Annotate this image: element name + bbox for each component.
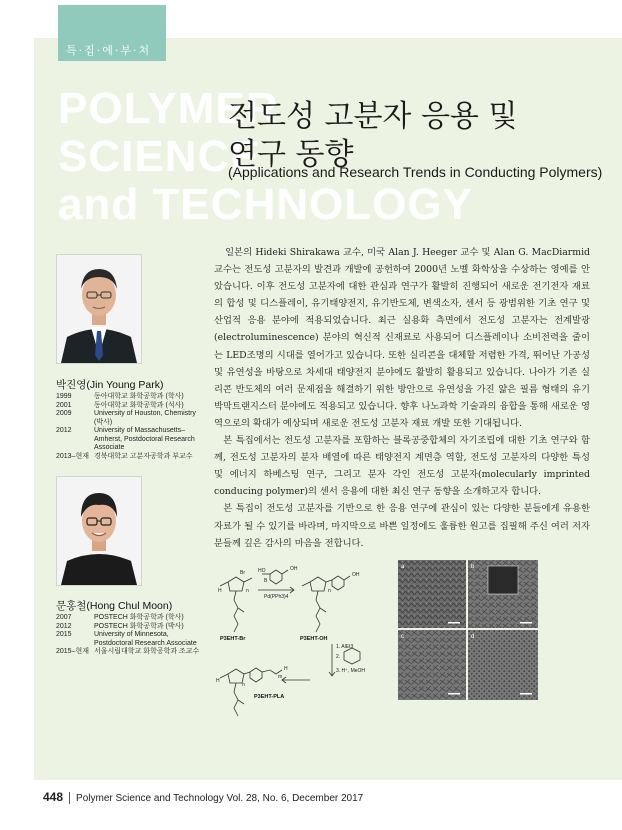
scheme-label-oh-reagent: OH xyxy=(290,566,298,572)
history-row xyxy=(56,614,202,623)
author-photo-1 xyxy=(56,254,142,364)
history-year: 2015 xyxy=(56,631,72,638)
author-photo-2 xyxy=(56,476,142,586)
tem-images xyxy=(398,560,538,700)
scheme-label-h1: H xyxy=(218,588,222,594)
history-year: 2009 xyxy=(56,410,72,417)
scale-bar xyxy=(520,622,532,624)
scheme-label-m: m xyxy=(278,674,283,680)
tem-panel-c xyxy=(398,630,466,700)
tem-panel-a xyxy=(398,560,466,628)
history-desc: University of Minnesota, Postdoctoral Research Associate xyxy=(94,631,197,647)
history-desc: POSTECH 화학공학과 (박사) xyxy=(94,622,184,630)
history-desc: 동아대학교 화학공학과 (학사) xyxy=(94,393,184,400)
footer-divider xyxy=(69,792,70,804)
history-year: 2015–현재 xyxy=(56,648,89,655)
history-year: 2012 xyxy=(56,622,72,630)
history-row xyxy=(56,453,202,462)
history-desc: University of Massachusetts–Amherst, Postdoctoral Research Associate xyxy=(94,427,195,451)
scheme-label-step1: 1. AlEt3 xyxy=(336,644,354,650)
history-row xyxy=(56,623,202,632)
body-paragraph-3: 본 특집이 전도성 고분자를 기반으로 한 응용 연구에 관심이 있는 다양한 분들에게 유용한 자료가 될 수 있기를 바라며, 마지막으로 바쁜 일정에도 훌륭한 원고를 집필해 주신 여러 저자분들께 깊은 감사의 마음을 전합니다. xyxy=(214,503,590,549)
tem-panel-d xyxy=(468,630,538,700)
tem-label-b: b xyxy=(471,564,475,570)
scheme-label-n2: n xyxy=(328,588,331,594)
synthesis-scheme xyxy=(214,560,394,725)
body-paragraph-2: 본 특집에서는 전도성 고분자를 포함하는 블록공중합체의 자기조립에 대한 기초 연구와 함께, 전도성 고분자의 분자 배열에 따른 태양전지 계면층 역할, 전도성 고분자의 다양한 특성 및 에너지 하베스팅 연구, 그리고 분자 각인 전도성 고분자(molecularly imprinted conducing polymer)의 센서 응용에 대한 최신 연구 동향을 소개하고자 합니다. xyxy=(214,435,590,498)
scale-bar xyxy=(448,622,460,624)
tem-label-a: a xyxy=(401,564,405,570)
history-desc: 경북대학교 고분자공학과 부교수 xyxy=(94,452,193,460)
page-title xyxy=(228,98,517,174)
scheme-name-p3eht-br: P3EHT-Br xyxy=(220,636,246,642)
scale-bar xyxy=(520,693,532,695)
watermark-line-2: SCIENCE xyxy=(58,132,261,181)
body-paragraph-1: 일본의 Hideki Shirakawa 교수, 미국 Alan J. Heeger 교수 및 Alan G. MacDiarmid 교수는 전도성 고분자의 발견과 개발에 공헌하여 2000년 노벨 화학상을 수상하는 영예를 안았습니다. 이후 전도성 고분자에 대한 관심과 연구가 활발히 진행되어 새로운 전기전자 재료의 합성 및 디스플레이, 유기태양전지, 유기반도체, 변색소자, 센서 등 광범위한 기초 연구 및 산업적 응용 분야에 적용되었습니다. 최근 실용화 측면에서 전도성 고분자는 전계발광(electroluminescence) 분야의 혁신적 신재료로 사용되어 디스플레이나 소비전력을 줄이는 LED조명의 시대를 열어가고 있습니다. 또한 실리콘을 대체할 저렴한 가격, 뛰어난 가공성 및 유연성을 바탕으로 차세대 태양전지 분야에도 활발히 활용되고 있습니다. 나아가 기존 실리콘 반도체의 여러 문제점을 해결하기 위한 방안으로 유연성을 가진 얇은 필름 형태의 유기박막트랜지스터 분야에도 적용되고 있습니다. 향후 나노과학 기술과의 융합을 통해 새로운 영역으로의 확대가 예상되며 새로운 전도성 고분자 재료 개발 또한 기대됩니다. xyxy=(214,247,590,429)
section-tab: 특·집·에·부·쳐 xyxy=(58,5,166,61)
history-desc: 서울시립대학교 화학공학과 조교수 xyxy=(94,648,200,655)
history-row xyxy=(56,427,202,453)
history-year: 2013–현재 xyxy=(56,452,89,460)
scheme-label-step2: 2. xyxy=(336,654,341,660)
history-year: 2012 xyxy=(56,427,72,434)
author-name-2: 문홍철(Hong Chul Moon) xyxy=(56,600,173,612)
scheme-drawing xyxy=(214,560,394,725)
tem-image-grid xyxy=(398,560,538,700)
author-history-2 xyxy=(56,614,202,657)
history-row xyxy=(56,648,202,657)
title-line-2: 연구 동향 xyxy=(228,137,354,172)
scheme-label-ho: HO xyxy=(258,568,266,574)
history-row xyxy=(56,393,202,402)
scheme-label-br: Br xyxy=(240,570,245,576)
scheme-label-step3: 3. H⁺, MeOH xyxy=(336,668,366,674)
scheme-label-n1: n xyxy=(246,588,249,594)
author-history-1 xyxy=(56,393,202,461)
page-number: 448 xyxy=(43,790,64,804)
title-line-1: 전도성 고분자 응용 및 xyxy=(228,99,518,134)
history-year: 2001 xyxy=(56,401,72,409)
history-desc: POSTECH 화학공학과 (학사) xyxy=(94,614,184,621)
history-row xyxy=(56,410,202,427)
history-year: 1999 xyxy=(56,393,72,400)
watermark-line-1: POLYMER xyxy=(58,84,279,133)
history-row xyxy=(56,631,202,648)
tem-label-c: c xyxy=(401,634,404,640)
watermark-line-3: and TECHNOLOGY xyxy=(58,180,473,229)
author-name-1: 박진영(Jin Young Park) xyxy=(56,379,164,391)
scheme-name-p3eht-pla: P3EHT-PLA xyxy=(254,694,285,700)
tem-label-d: d xyxy=(471,634,475,640)
scale-bar xyxy=(448,693,460,695)
history-desc: University of Houston, Chemistry (박사) xyxy=(94,410,196,426)
page-footer xyxy=(43,790,363,804)
scheme-label-h2: H xyxy=(216,678,220,684)
scheme-label-b: B xyxy=(264,578,268,584)
scheme-name-p3eht-oh: P3EHT-OH xyxy=(300,636,328,642)
scheme-label-h3: H xyxy=(284,666,288,672)
english-subtitle: (Applications and Research Trends in Conducting Polymers) xyxy=(228,164,603,180)
journal-info: Polymer Science and Technology Vol. 28, No. 6, December 2017 xyxy=(76,793,364,804)
author-portrait-2 xyxy=(57,477,141,585)
scheme-label-oh: OH xyxy=(352,572,360,578)
author-portrait-1 xyxy=(57,255,141,363)
history-row xyxy=(56,402,202,411)
article-body xyxy=(214,244,590,552)
history-year: 2007 xyxy=(56,614,72,621)
history-desc: 동아대학교 화학공학과 (석사) xyxy=(94,401,184,409)
scheme-label-reagent: Pd(PPh3)4 xyxy=(264,594,289,600)
scheme-label-n3: n xyxy=(242,682,245,688)
